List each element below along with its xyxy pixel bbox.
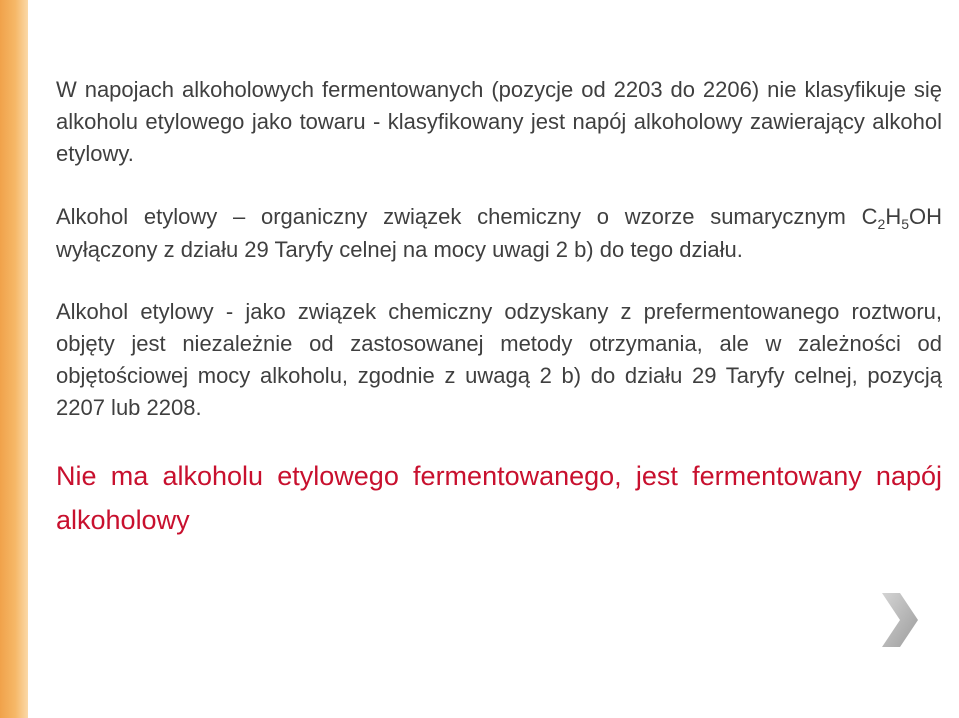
formula-carbon: C: [861, 204, 878, 229]
formula-hydrogen-count: 5: [901, 216, 909, 232]
paragraph-conclusion: [56, 454, 942, 542]
paragraph-fermented-beverages: [56, 74, 942, 170]
paragraph-tail: wyłączony z działu 29 Taryfy celnej na mocy uwagi 2 b) do tego działu.: [56, 237, 743, 262]
formula-hydrogen: H: [885, 204, 902, 229]
left-accent-bar: [0, 0, 28, 718]
paragraph-lead: Alkohol etylowy – organiczny związek chemiczny o wzorze sumarycznym: [56, 204, 862, 229]
chevron-right-icon[interactable]: [880, 593, 920, 647]
slide: [28, 0, 959, 718]
paragraph-recovered-alcohol: [56, 296, 942, 424]
paragraph-text: W napojach alkoholowych fermentowanych (pozycje od 2203 do 2206) nie klasyfikuje się alkoholu etylowego jako towaru - klasyfikowany jest napój alkoholowy zawierający alkohol etylowy.: [56, 77, 942, 166]
formula-hydroxyl: OH: [909, 204, 942, 229]
chemical-formula: [861, 204, 942, 232]
formula-carbon-count: 2: [877, 216, 886, 232]
paragraph-ethyl-alcohol-definition: [56, 200, 942, 266]
paragraph-text: Nie ma alkoholu etylowego fermentowanego, jest fermentowany napój alkoholowy: [56, 461, 942, 535]
paragraph-text: Alkohol etylowy - jako związek chemiczny odzyskany z prefermentowanego roztworu, objęty jest niezależnie od zastosowanej metody otrzymania, ale w zależności od objętościowej mocy alkoholu, zgodnie z uwagą 2 b) do działu 29 Taryfy celnej, pozycją 2207 lub 2208.: [56, 299, 942, 420]
